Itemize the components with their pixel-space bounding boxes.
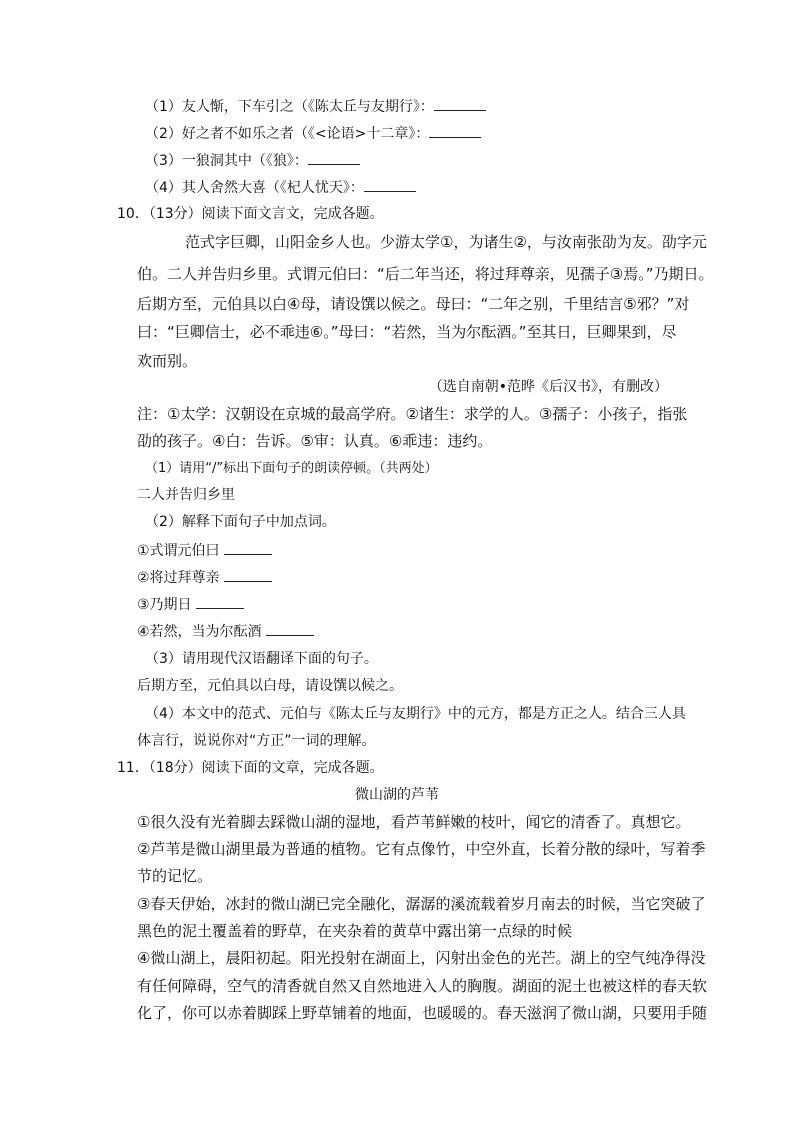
q10-passage-line-4: 曰：“巨卿信士，必不乖违⑥。”母曰：“若然，当为尔酝酒。”至其日，巨卿果到，尽 [137,323,677,341]
q11-paragraph-line-3: 节的记忆。 [137,867,213,885]
answer-blank[interactable] [308,150,360,165]
q9-item-1 [145,96,486,117]
q10-passage-line-3: 后期方至，元伯具以白④母，请设馔以候之。母曰：“二年之别，千里结言⑤邪？”对 [137,295,690,313]
q10-notes-line-1: 注：①太学：汉朝设在京城的最高学府。②诸生：求学的人。③孺子：小孩子，指张 [137,405,688,423]
q10-sub2-item-2-text: ②将过拜尊亲 [137,570,220,586]
q10-source: （选自南朝•范晔《后汉书》，有删改） [428,379,668,395]
q10-header: 10．（13分）阅读下面文言文，完成各题。 [117,206,384,222]
q10-sub2-item-4 [137,621,314,642]
answer-blank[interactable] [429,123,481,138]
q9-item-1-text: （1）友人惭，下车引之（《陈太丘与友期行》： [145,99,434,115]
answer-blank[interactable] [434,96,486,111]
q10-sub4-line-2: 体言行，说说你对“方正”一词的理解。 [137,733,376,749]
answer-blank[interactable] [364,177,416,192]
q9-item-4 [145,177,416,198]
q9-item-4-text: （4）其人舍然大喜（《杞人忧天》： [145,180,364,196]
q10-sub4-line-1: （4）本文中的范式、元伯与《陈太丘与友期行》中的元方，都是方正之人。结合三人具 [145,706,686,722]
answer-blank[interactable] [266,621,314,636]
q10-sub2-item-1-text: ①式谓元伯曰 [137,543,220,559]
q9-item-3 [145,150,360,171]
q11-paragraph-line-5: 黑色的泥土覆盖着的野草，在夹杂着的黄草中露出第一点绿的时候 [137,922,573,940]
answer-blank[interactable] [224,567,272,582]
q11-paragraph-line-4: ③春天伊始，冰封的微山湖已完全融化，潺潺的溪流载着岁月南去的时候，当它突破了 [137,895,706,913]
q10-sub3-sentence: 后期方至，元伯具以白母，请设馔以候之。 [137,678,403,694]
q10-sub2-item-3 [137,594,244,615]
answer-blank[interactable] [196,594,244,609]
q10-passage-line-5: 欢而别。 [137,352,198,370]
q10-sub2-item-2 [137,567,272,588]
answer-blank[interactable] [224,540,272,555]
q11-article-title: 微山湖的芦苇 [355,787,439,803]
q10-passage-line-1: 范式字巨卿，山阳金乡人也。少游太学①，为诸生②，与汝南张劭为友。劭字元 [185,233,707,251]
q11-header: 11．（18分）阅读下面的文章，完成各题。 [117,760,384,776]
q10-sub3-prompt: （3）请用现代汉语翻译下面的句子。 [145,651,378,667]
q9-item-2-text: （2）好之者不如乐之者（《<论语>十二章》： [145,126,430,142]
q10-sub2-prompt: （2）解释下面句子中加点词。 [145,514,336,530]
q11-paragraph-line-8: 化了，你可以赤着脚踩上野草铺着的地面，也暖暖的。春天滋润了微山湖，只要用手随 [137,1004,708,1022]
q10-sub2-item-4-text: ④若然，当为尔酝酒 [137,624,262,640]
q9-item-3-text: （3）一狼洞其中（《狼》： [145,153,308,169]
q10-notes-line-2: 劭的孩子。④白：告诉。⑤审：认真。⑥乖违：违约。 [137,432,493,450]
q10-sub1-sentence: 二人并告归乡里 [137,487,235,503]
q11-paragraph-line-7: 有任何障碍，空气的清香就自然又自然地进入人的胸腹。湖面的泥土也被这样的春天软 [137,977,708,995]
q9-item-2 [145,123,481,144]
q11-paragraph-line-6: ④微山湖上，晨阳初起。阳光投射在湖面上，闪射出金色的光芒。湖上的空气纯净得没 [137,949,706,967]
q10-sub2-item-1 [137,540,272,561]
q10-sub1-prompt: （1）请用“/”标出下面句子的朗读停顿。（共两处） [145,461,438,476]
q11-paragraph-line-2: ②芦苇是微山湖里最为普通的植物。它有点像竹，中空外直，长着分散的绿叶，写着季 [137,840,706,858]
q10-sub2-item-3-text: ③乃期日 [137,597,192,613]
q11-paragraph-line-1: ①很久没有光着脚去踩微山湖的湿地，看芦苇鲜嫩的枝叶，闻它的清香了。真想它。 [137,813,691,831]
q10-passage-line-2: 伯。二人并告归乡里。式谓元伯曰：“后二年当还，将过拜尊亲，见孺子③焉。”乃期日。 [137,265,714,283]
